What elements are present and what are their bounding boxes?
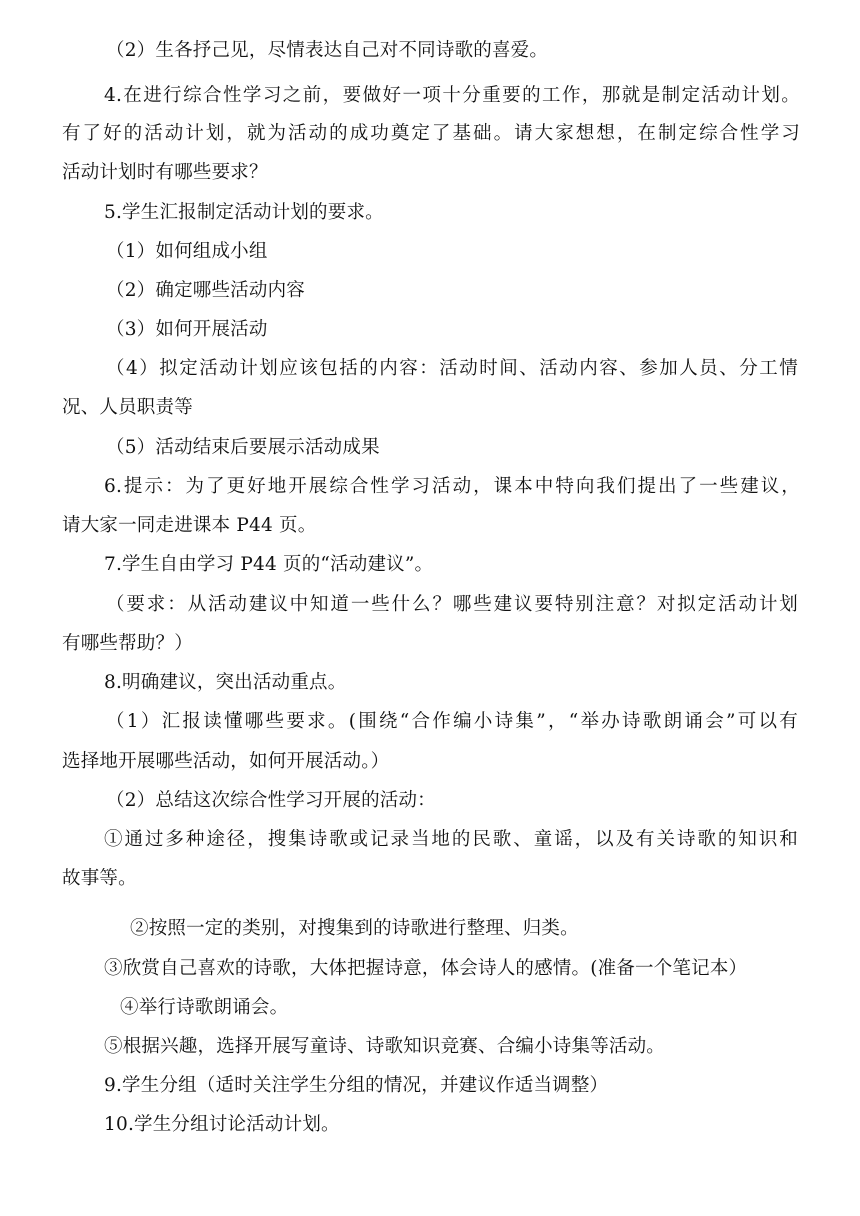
text-line-21: ①通过多种途径，搜集诗歌或记录当地的民歌、童谣，以及有关诗歌的知识和 [104, 829, 798, 850]
text-line-18: （1）汇报读懂哪些要求。(围绕“合作编小诗集”，“举办诗歌朗诵会”可以有 [106, 711, 798, 732]
text-line-23: ②按照一定的类别，对搜集到的诗歌进行整理、归类。 [130, 918, 579, 939]
text-line-11: （5）活动结束后要展示活动成果 [106, 437, 380, 458]
text-line-28: 10.学生分组讨论活动计划。 [104, 1114, 340, 1135]
text-line-2: 4.在进行综合性学习之前，要做好一项十分重要的工作，那就是制定活动计划。 [104, 85, 800, 106]
text-line-19: 选择地开展哪些活动，如何开展活动。） [62, 751, 390, 772]
text-line-3: 有了好的活动计划，就为活动的成功奠定了基础。请大家想想，在制定综合性学习 [62, 123, 800, 144]
text-line-16: 有哪些帮助？） [62, 633, 193, 654]
text-line-8: （3）如何开展活动 [106, 319, 268, 340]
text-line-9: （4）拟定活动计划应该包括的内容：活动时间、活动内容、参加人员、分工情 [106, 358, 798, 379]
text-line-1: （2）生各抒己见，尽情表达自己对不同诗歌的喜爱。 [106, 40, 549, 61]
text-line-27: 9.学生分组（适时关注学生分组的情况，并建议作适当调整） [104, 1075, 609, 1096]
text-line-12: 6.提示：为了更好地开展综合性学习活动，课本中特向我们提出了一些建议， [104, 476, 800, 497]
text-line-4: 活动计划时有哪些要求？ [62, 162, 268, 183]
text-line-14: 7.学生自由学习 P44 页的“活动建议”。 [104, 554, 434, 575]
text-line-5: 5.学生汇报制定活动计划的要求。 [104, 202, 384, 223]
text-line-17: 8.明确建议，突出活动重点。 [104, 672, 347, 693]
text-line-10: 况、人员职责等 [62, 397, 193, 418]
text-line-26: ⑤根据兴趣，选择开展写童诗、诗歌知识竞赛、合编小诗集等活动。 [104, 1036, 666, 1057]
text-line-13: 请大家一同走进课本 P44 页。 [62, 515, 317, 536]
text-line-22: 故事等。 [62, 868, 137, 889]
text-line-24: ③欣赏自己喜欢的诗歌，大体把握诗意，体会诗人的感情。(准备一个笔记本） [104, 958, 748, 979]
text-line-7: （2）确定哪些活动内容 [106, 280, 305, 301]
text-line-20: （2）总结这次综合性学习开展的活动： [106, 790, 436, 811]
text-line-25: ④举行诗歌朗诵会。 [120, 997, 289, 1018]
text-line-6: （1）如何组成小组 [106, 241, 268, 262]
text-line-15: （要求：从活动建议中知道一些什么？哪些建议要特别注意？对拟定活动计划 [106, 594, 798, 615]
